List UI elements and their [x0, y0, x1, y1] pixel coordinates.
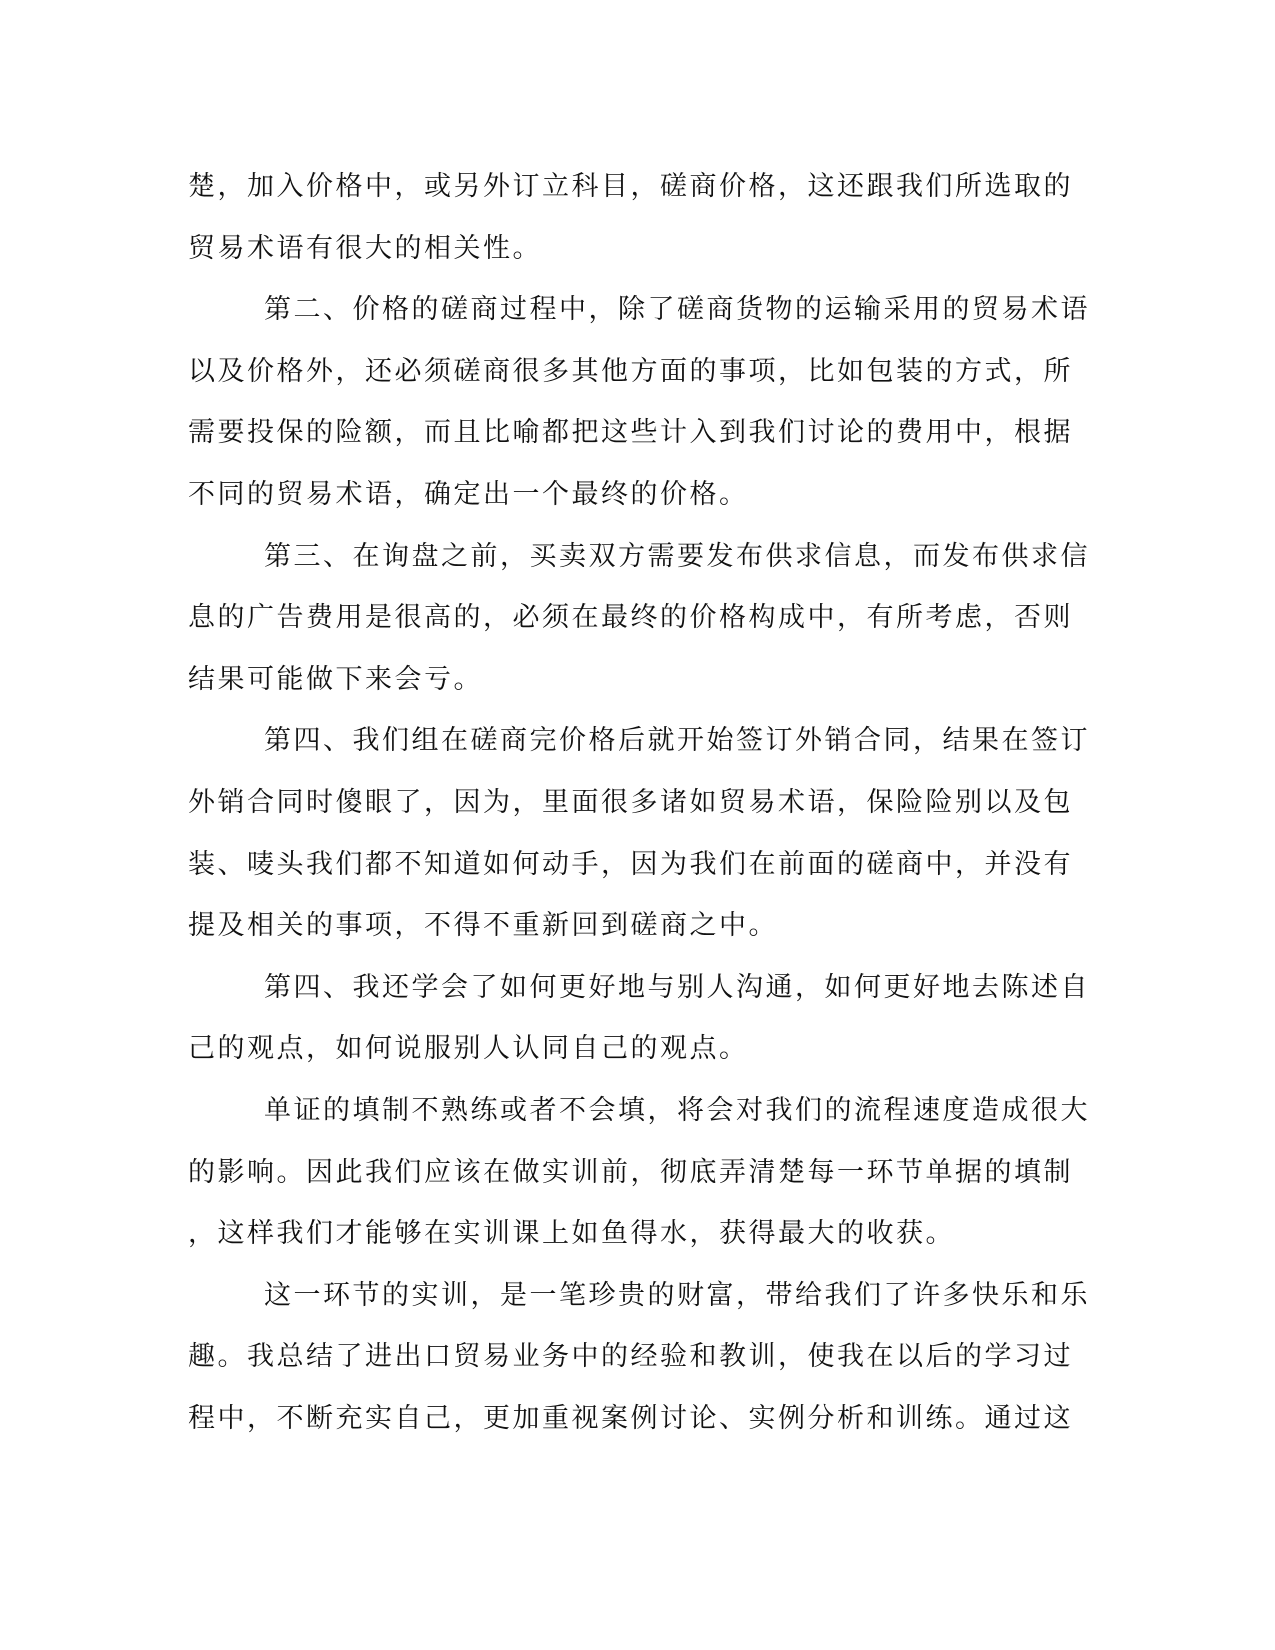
paragraph-start-line: 第四、我们组在磋商完价格后就开始签订外销合同，结果在签订	[264, 725, 1090, 757]
text-line: 己的观点，如何说服别人认同自己的观点。	[188, 1033, 749, 1065]
text-line: 贸易术语有很大的相关性。	[188, 232, 542, 264]
document-body	[188, 156, 1090, 1449]
text-line: 趣。我总结了进出口贸易业务中的经验和教训，使我在以后的学习过	[188, 1341, 1073, 1373]
text-line: 不同的贸易术语，确定出一个最终的价格。	[188, 478, 749, 510]
text-line: 息的广告费用是很高的，必须在最终的价格构成中，有所考虑，否则	[188, 602, 1073, 634]
text-line: 需要投保的险额，而且比喻都把这些计入到我们讨论的费用中，根据	[188, 417, 1073, 449]
text-line: 提及相关的事项，不得不重新回到磋商之中。	[188, 910, 778, 942]
text-line: 以及价格外，还必须磋商很多其他方面的事项，比如包装的方式，所	[188, 355, 1073, 387]
text-line: 外销合同时傻眼了，因为，里面很多诸如贸易术语，保险险别以及包	[188, 786, 1073, 818]
text-line: 楚，加入价格中，或另外订立科目，磋商价格，这还跟我们所选取的	[188, 171, 1073, 202]
paragraph-start-line: 第二、价格的磋商过程中，除了磋商货物的运输采用的贸易术语	[264, 294, 1090, 326]
paragraph-start-line: 单证的填制不熟练或者不会填，将会对我们的流程速度造成很大	[264, 1094, 1090, 1126]
text-line: 装、唛头我们都不知道如何动手，因为我们在前面的磋商中，并没有	[188, 848, 1073, 880]
paragraph-start-line: 这一环节的实训，是一笔珍贵的财富，带给我们了许多快乐和乐	[264, 1279, 1090, 1311]
paragraph-start-line: 第三、在询盘之前，买卖双方需要发布供求信息，而发布供求信	[264, 540, 1090, 572]
text-line: 结果可能做下来会亏。	[188, 663, 483, 695]
paragraph-start-line: 第四、我还学会了如何更好地与别人沟通，如何更好地去陈述自	[264, 971, 1090, 1003]
text-line: 的影响。因此我们应该在做实训前，彻底弄清楚每一环节单据的填制	[188, 1156, 1073, 1188]
text-line: 程中，不断充实自己，更加重视案例讨论、实例分析和训练。通过这	[188, 1402, 1073, 1434]
text-line: ，这样我们才能够在实训课上如鱼得水，获得最大的收获。	[188, 1218, 955, 1250]
